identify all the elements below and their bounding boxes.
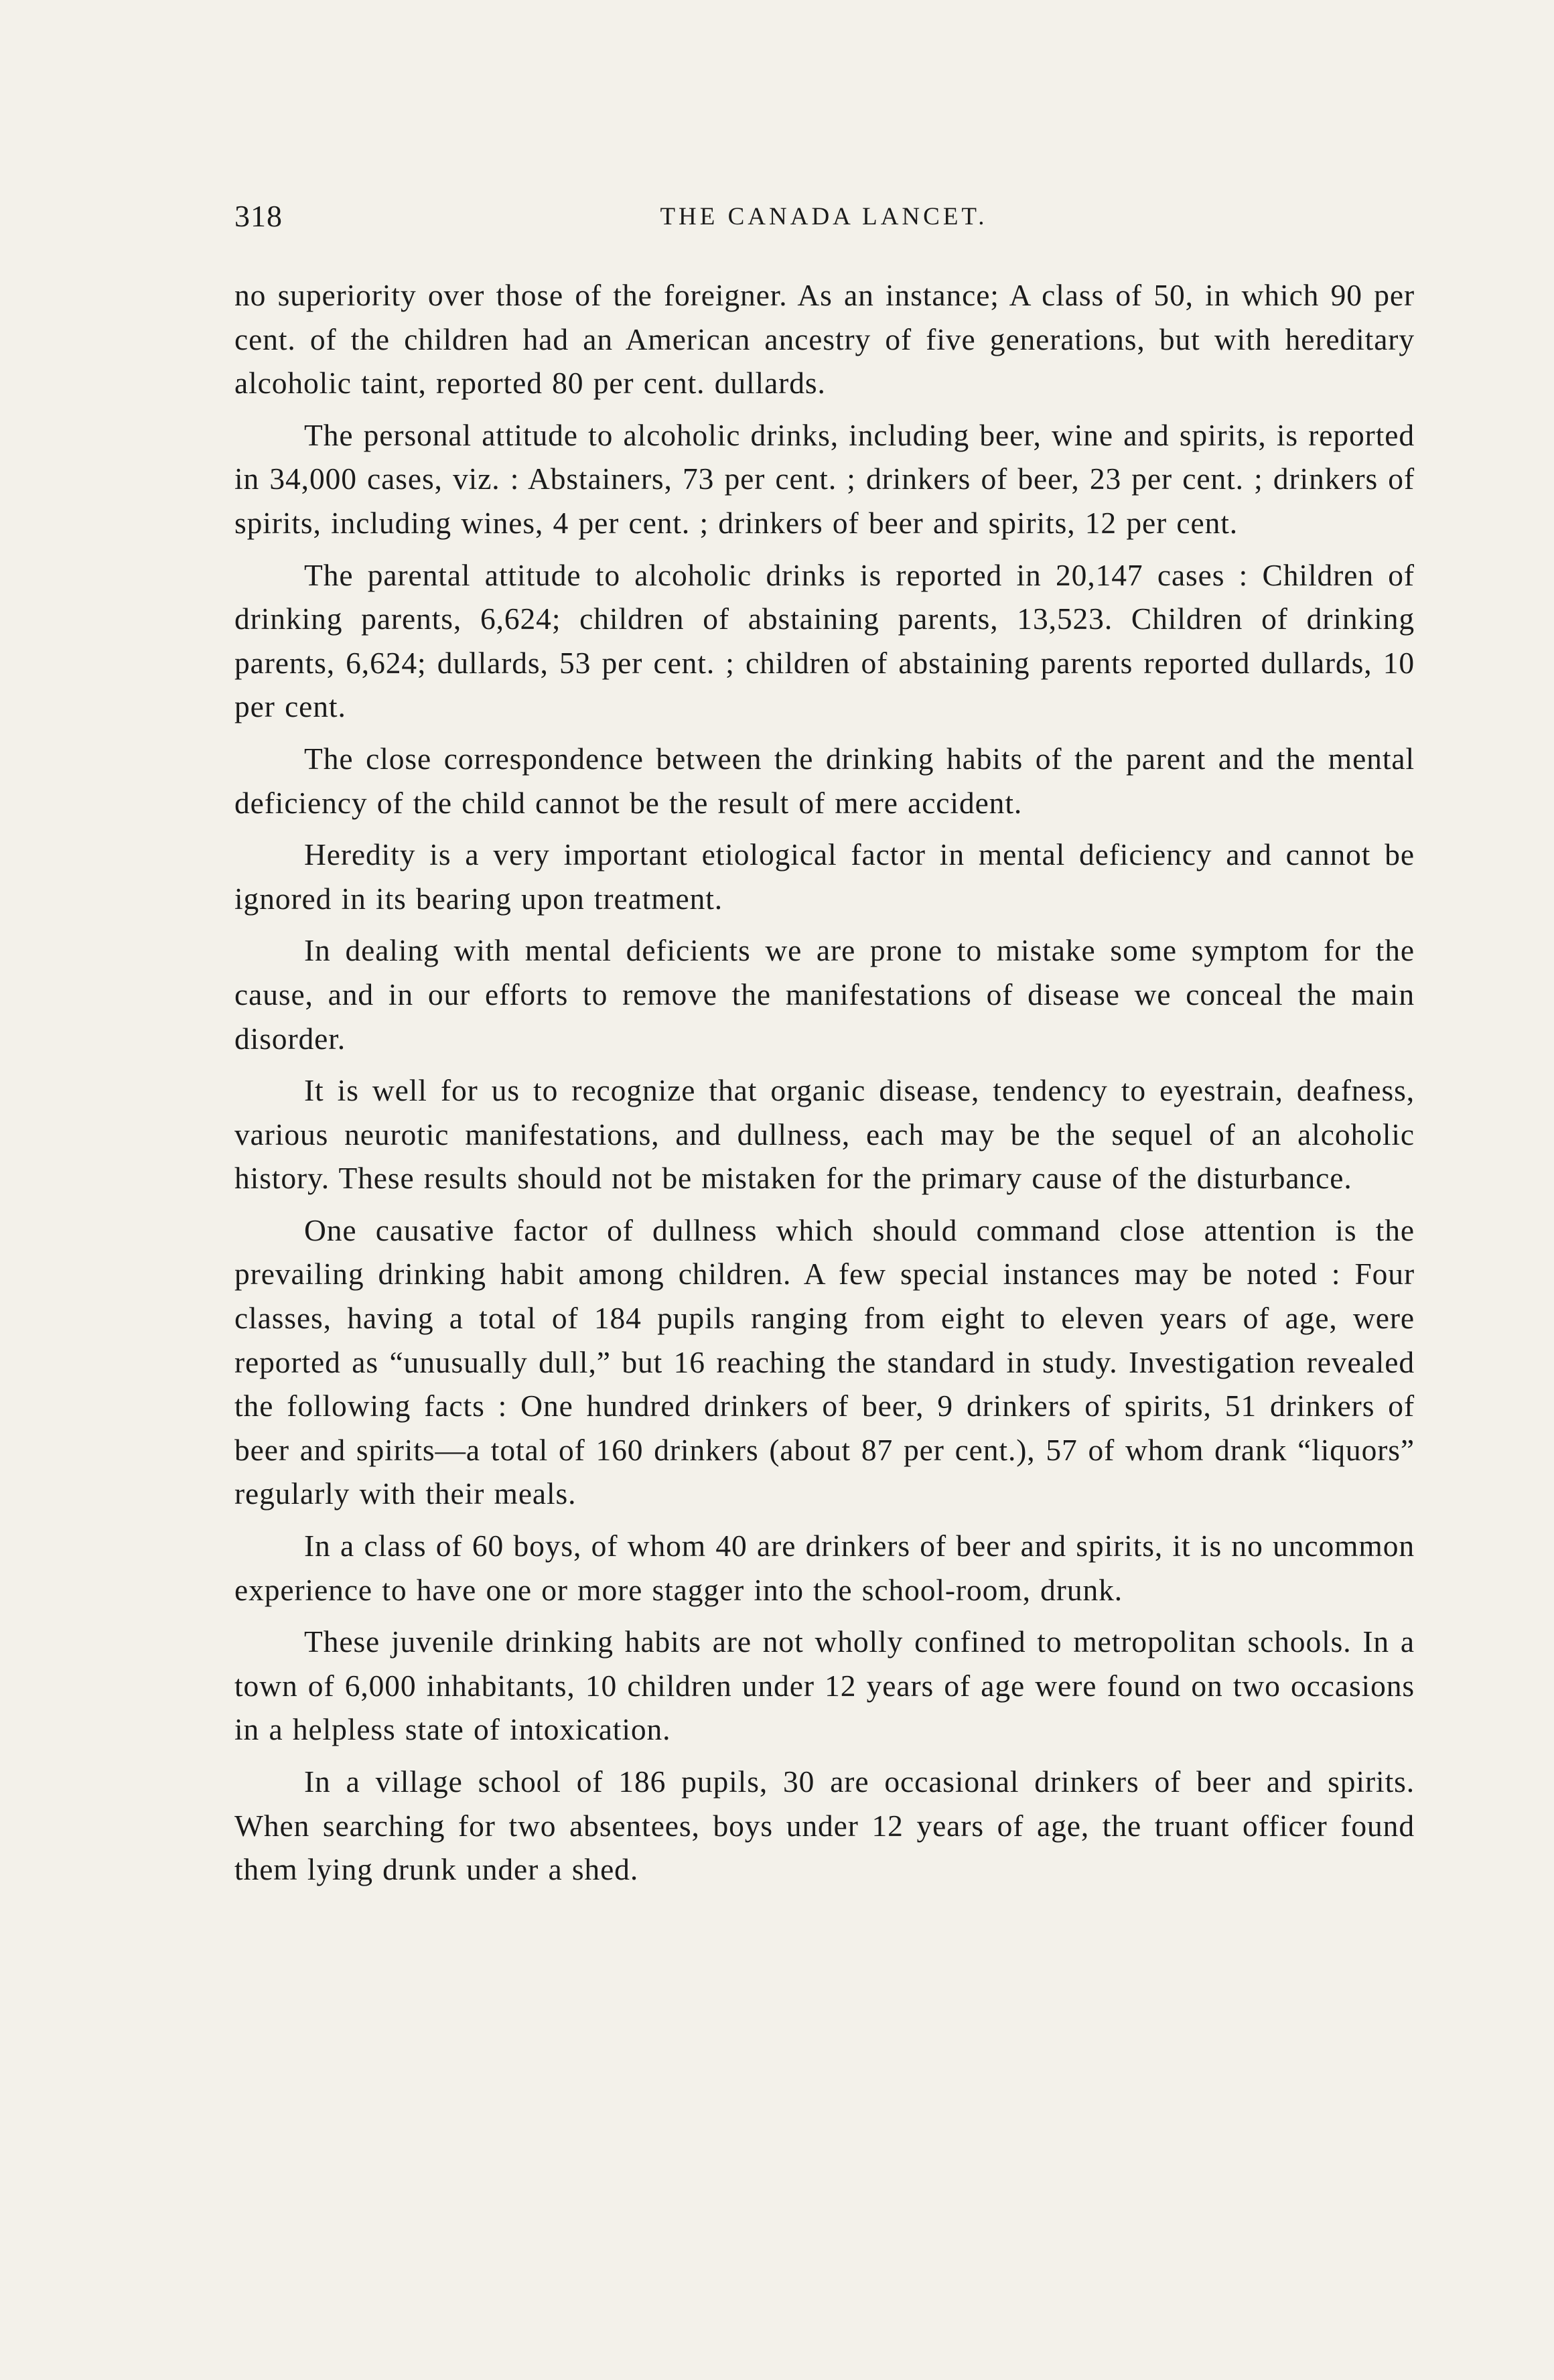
paragraph-3: The parental attitude to alcoholic drinks is reported in 20,147 cases : Children of drinking parents, 6,624; children of abstaining parents, 13,523. Children of drinking parents, 6,624; dullards, 53 per cent. ; children of abstaining parents reported dullards, 10 per cent. (234, 557, 1415, 724)
page-number: 318 (234, 199, 283, 233)
paragraph-11: In a village school of 186 pupils, 30 are occasional drinkers of beer and spirits. When searching for two absentees, boys under 12 years of age, the truant officer found them lying drunk under a shed. (234, 1764, 1415, 1887)
paragraph-7: It is well for us to recognize that organic disease, tendency to eyestrain, deafness, various neurotic manifestations, and dullness, each may be the sequel of an alcoholic history. These results should not be mistaken for the primary cause of the disturbance. (234, 1073, 1415, 1196)
paragraph-5: Heredity is a very important etiological factor in mental deficiency and cannot be ignored in its bearing upon treatment. (234, 837, 1415, 916)
paragraph-10: These juvenile drinking habits are not wholly confined to metropolitan schools. In a town of 6,000 inhabitants, 10 children under 12 years of age were found on two occasions in a helpless state of intoxication. (234, 1624, 1415, 1747)
paragraph-9: In a class of 60 boys, of whom 40 are drinkers of beer and spirits, it is no uncommon experience to have one or more stagger into the school-room, drunk. (234, 1529, 1415, 1607)
paragraph-1: no superiority over those of the foreigner. As an instance; A class of 50, in which 90 per cent. of the children had an American ancestry of five generations, but with hereditary alcoholic taint, reported 80 per cent. dullards. (234, 278, 1415, 401)
paragraph-2: The personal attitude to alcoholic drinks, including beer, wine and spirits, is reported in 34,000 cases, viz. : Abstainers, 73 per cent. ; drinkers of beer, 23 per cent. ; drinkers of spirits, including wines, 4 per cent. ; drinkers of beer and spirits, 12 per cent. (234, 417, 1415, 540)
body-text (234, 273, 1415, 1900)
page-header (234, 198, 1413, 238)
running-head: THE CANADA LANCET. (660, 203, 988, 230)
paragraph-6: In dealing with mental deficients we are prone to mistake some symptom for the cause, and in our efforts to remove the manifestations of disease we conceal the main disorder. (234, 933, 1415, 1056)
paragraph-8: One causative factor of dullness which should command close attention is the prevailing drinking habit among children. A few special instances may be noted : Four classes, having a total of 184 pupils ranging from eight to eleven years of age, were reported as “unusually dull,” but 16 reaching the standard in study. Investigation revealed the following facts : One hundred drinkers of beer, 9 drinkers of spirits, 51 drinkers of beer and spirits—a total of 160 drinkers (about 87 per cent.), 57 of whom drank “liquors” regularly with their meals. (234, 1212, 1415, 1511)
paragraph-4: The close correspondence between the drinking habits of the parent and the mental deficiency of the child cannot be the result of mere accident. (234, 741, 1415, 820)
